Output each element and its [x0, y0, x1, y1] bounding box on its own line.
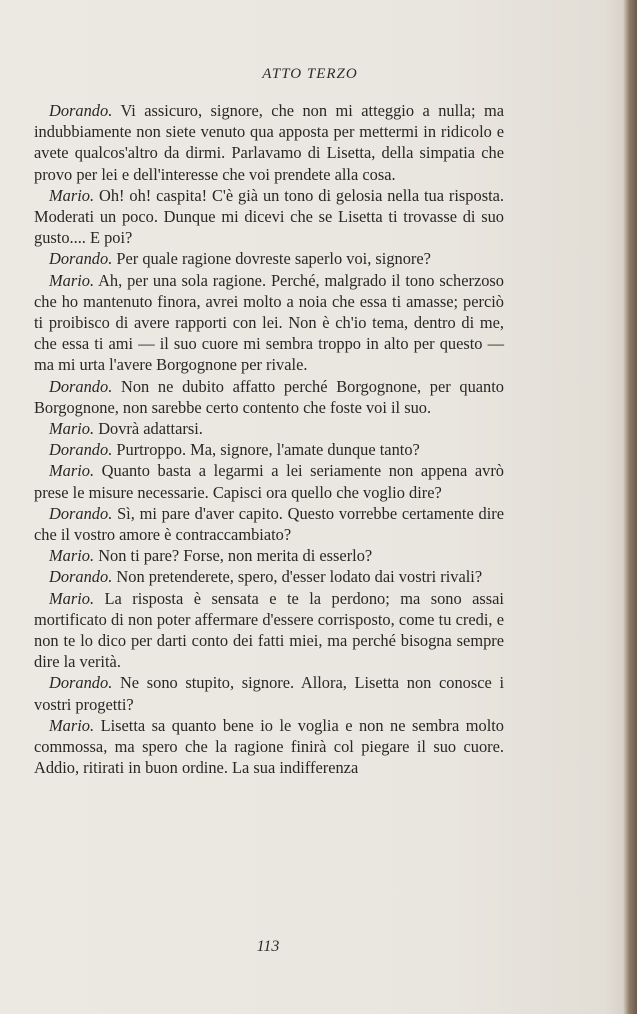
- speaker-name: Dorando.: [49, 503, 113, 523]
- speaker-name: Dorando.: [49, 440, 113, 460]
- speech: [34, 715, 504, 779]
- speech-text: Lisetta sa quanto bene io le voglia e non ne sembra molto commossa, ma spero che la ragione finirà col piegare il suo cuore. Addio, ritirati in buon ordine. La sua indifferenza: [34, 715, 504, 778]
- speech: [34, 566, 504, 587]
- speaker-name: Dorando.: [49, 567, 113, 587]
- speech-text: Purtroppo. Ma, signore, l'amate dunque tanto?: [116, 440, 420, 460]
- speech-text: Non ti pare? Forse, non merita di esserlo?: [98, 546, 373, 566]
- speech: [34, 460, 504, 502]
- speech: [34, 270, 504, 376]
- speaker-name: Dorando.: [49, 249, 113, 269]
- speaker-name: Dorando.: [49, 101, 113, 120]
- speech: [34, 376, 504, 418]
- speaker-name: Mario.: [49, 185, 95, 205]
- speech: [34, 545, 504, 566]
- speech-text: Ne sono stupito, signore. Allora, Lisetta non conosce i vostri progetti?: [34, 673, 504, 714]
- speaker-name: Mario.: [49, 419, 95, 439]
- speaker-name: Mario.: [49, 546, 95, 566]
- speech-text: Quanto basta a legarmi a lei seriamente non appena avrò prese le misure necessarie. Capisci ora quello che voglio dire?: [34, 461, 504, 502]
- speech-text: Oh! oh! caspita! C'è già un tono di gelosia nella tua risposta. Moderati un poco. Dunque mi dicevi che se Lisetta ti trovasse di suo gusto.... E poi?: [34, 185, 504, 248]
- speech: [34, 503, 504, 545]
- speaker-name: Mario.: [49, 588, 95, 608]
- speech-text: Sì, mi pare d'aver capito. Questo vorrebbe certamente dire che il vostro amore è contraccambiato?: [34, 503, 504, 545]
- speech-text: Non pretenderete, spero, d'esser lodato dai vostri rivali?: [116, 567, 483, 587]
- speech-text: Ah, per una sola ragione. Perché, malgrado il tono scherzoso che ho mantenuto finora, avrei molto a noia che essa ti amasse; perciò ti proibisco di avere rapporti con lei. Non è ch'io tema, dentro di me, che essa ti ami — il suo cuore mi sembra troppo in alto per questo — ma mi urta l'avere Borgognone per rivale.: [34, 270, 504, 375]
- speaker-name: Dorando.: [49, 376, 113, 396]
- page-number: 113: [256, 938, 280, 955]
- speech-text: Per quale ragione dovreste saperlo voi, signore?: [116, 249, 431, 269]
- speaker-name: Mario.: [49, 270, 95, 290]
- speech-text: La risposta è sensata e te la perdono; ma sono assai mortificato di non poter affermare d'essere corrisposto, come tu credi, e non te lo dico per darti conto dei fatti miei, ma perché bisogna sempre dire la verità.: [34, 588, 504, 672]
- speech: [34, 588, 504, 673]
- body-text: [34, 100, 504, 779]
- speech: [34, 100, 504, 185]
- speech-text: Vi assicuro, signore, che non mi atteggio a nulla; ma indubbiamente non siete venuto qua apposta per mettermi in ridicolo e avete qualcos'altro da dirmi. Parlavamo di Lisetta, della simpatia che provo per lei e dell'interesse che voi prendete alla cosa.: [34, 101, 504, 184]
- speech: [34, 439, 504, 460]
- speech: [34, 248, 504, 269]
- page-edge: [623, 0, 637, 1014]
- speaker-name: Mario.: [49, 461, 95, 481]
- speech: [34, 672, 504, 714]
- speech: [34, 418, 504, 439]
- running-head: ATTO TERZO: [262, 66, 358, 82]
- speaker-name: Dorando.: [49, 673, 113, 693]
- speech-text: Dovrà adattarsi.: [98, 419, 203, 439]
- speech-text: Non ne dubito affatto perché Borgognone, per quanto Borgognone, non sarebbe certo contento che foste voi il suo.: [34, 376, 504, 417]
- speaker-name: Mario.: [49, 715, 95, 735]
- speech: [34, 185, 504, 249]
